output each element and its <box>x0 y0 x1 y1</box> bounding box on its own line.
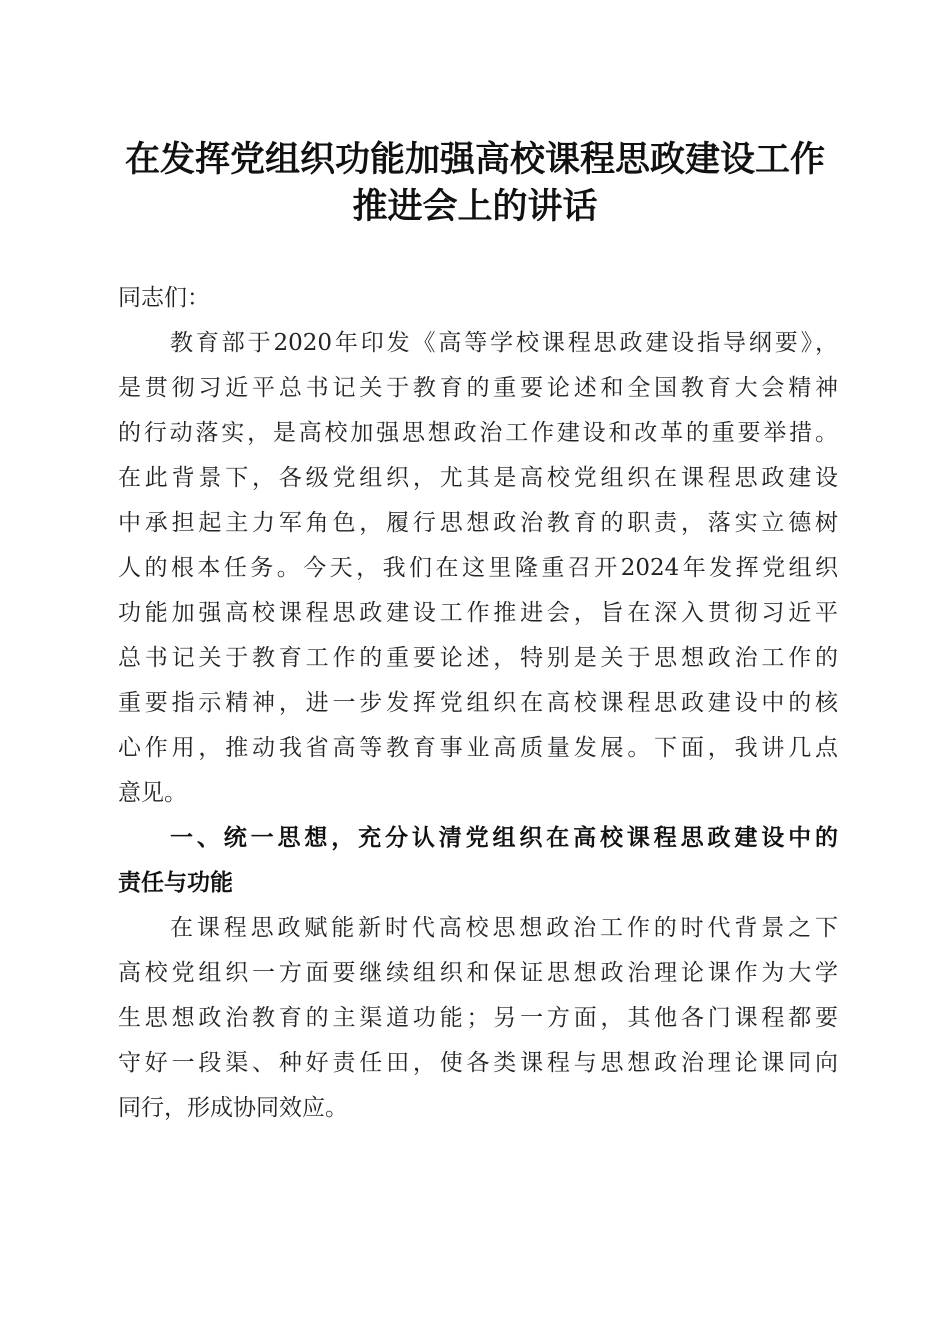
paragraph-1-line: 人的根本任务。今天，我们在这里隆重召开2024年发挥党组织 <box>118 555 838 581</box>
salutation: 同志们： <box>118 285 210 311</box>
paragraph-1-line: 心作用，推动我省高等教育事业高质量发展。下面，我讲几点 <box>118 735 838 761</box>
section-heading-line-2: 责任与功能 <box>118 870 233 896</box>
paragraph-2-line: 同行，形成协同效应。 <box>118 1095 348 1121</box>
paragraph-1-line: 中承担起主力军角色，履行思想政治教育的职责，落实立德树 <box>118 510 838 536</box>
paragraph-2-line: 在课程思政赋能新时代高校思想政治工作的时代背景之下 <box>170 915 838 941</box>
paragraph-1-line: 的行动落实，是高校加强思想政治工作建设和改革的重要举措。 <box>118 420 838 446</box>
paragraph-1-line: 在此背景下，各级党组织，尤其是高校党组织在课程思政建设 <box>118 465 838 491</box>
paragraph-1-line: 功能加强高校课程思政建设工作推进会，旨在深入贯彻习近平 <box>118 600 838 626</box>
section-heading-line-1: 一、统一思想，充分认清党组织在高校课程思政建设中的 <box>170 825 838 851</box>
paragraph-1-line: 意见。 <box>118 780 187 806</box>
document-title-line-2: 推进会上的讲话 <box>352 186 598 227</box>
paragraph-2-line: 生思想政治教育的主渠道功能；另一方面，其他各门课程都要 <box>118 1005 838 1031</box>
paragraph-2-line: 高校党组织一方面要继续组织和保证思想政治理论课作为大学 <box>118 960 838 986</box>
paragraph-1-line: 是贯彻习近平总书记关于教育的重要论述和全国教育大会精神 <box>118 375 838 401</box>
document-title-line-1: 在发挥党组织功能加强高校课程思政建设工作 <box>124 139 825 180</box>
paragraph-1-line: 重要指示精神，进一步发挥党组织在高校课程思政建设中的核 <box>118 690 838 716</box>
paragraph-2-line: 守好一段渠、种好责任田，使各类课程与思想政治理论课同向 <box>118 1050 838 1076</box>
paragraph-1-line: 教育部于2020年印发《高等学校课程思政建设指导纲要》， <box>170 330 838 356</box>
paragraph-1-line: 总书记关于教育工作的重要论述，特别是关于思想政治工作的 <box>118 645 838 671</box>
